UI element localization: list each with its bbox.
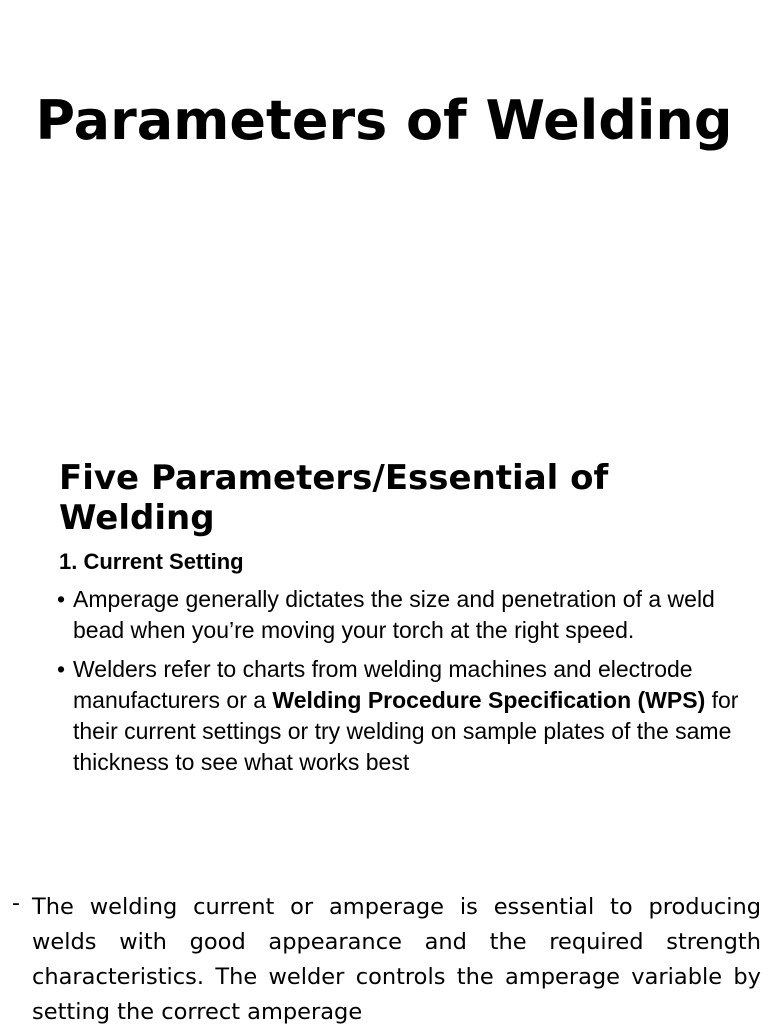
bullet-icon: • bbox=[57, 656, 66, 682]
subheading-current-setting: 1. Current Setting bbox=[59, 549, 244, 574]
slide-title: Parameters of Welding bbox=[35, 89, 733, 152]
body-paragraph: The welding current or amperage is essential to producing welds with good appearance and the required strength characteristics. The welder controls the amperage variable by setting the correct amperage bbox=[32, 894, 761, 1025]
bullet-icon: • bbox=[57, 586, 66, 612]
bullet-text bbox=[73, 656, 738, 775]
bullet-item bbox=[59, 654, 739, 778]
bullet-list bbox=[59, 584, 739, 778]
bullet-text-after: for their current settings or try welding on sample plates of the same thickness to see what works best bbox=[73, 687, 739, 775]
bullet-item bbox=[59, 584, 739, 646]
dash-marker: - bbox=[12, 891, 20, 916]
bullet-text-bold: Welding Procedure Specification (WPS) bbox=[272, 687, 706, 713]
bullet-text-before: Welders refer to charts from welding machines and electrode manufacturers or a bbox=[73, 656, 693, 713]
section-heading: Five Parameters/Essential of Welding bbox=[59, 458, 609, 538]
content-section bbox=[59, 458, 739, 786]
bullet-text: Amperage generally dictates the size and penetration of a weld bead when you’re moving your torch at the right speed. bbox=[73, 586, 715, 643]
